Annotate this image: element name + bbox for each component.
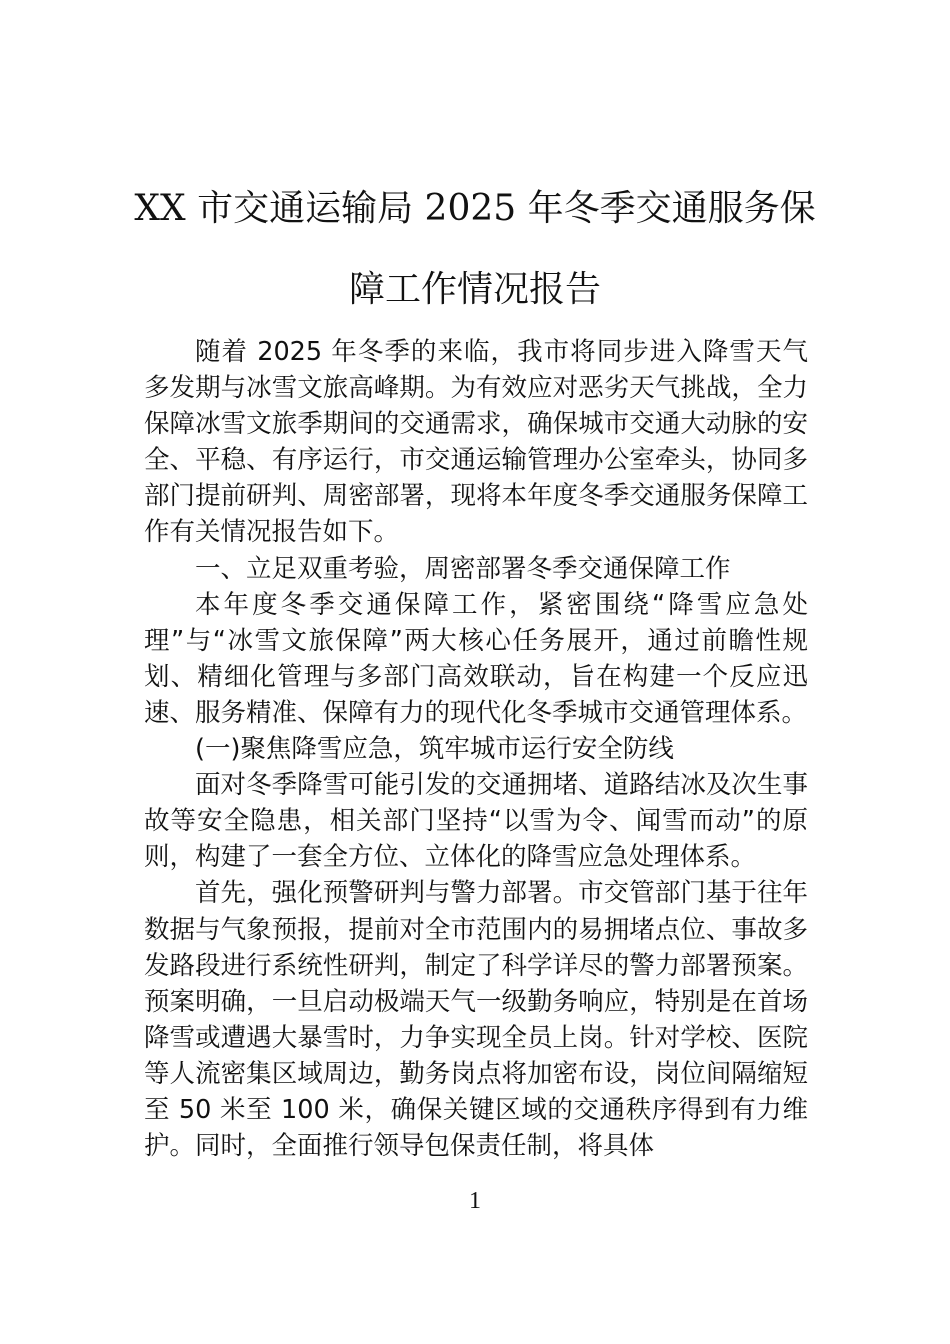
subsection-heading-1: (一)聚焦降雪应急，筑牢城市运行安全防线 <box>195 734 674 765</box>
intro-paragraph: 随着 2025 年冬季的来临，我市将同步进入降雪天气多发期与冰雪文旅高峰期。为有效应对恶劣天气挑战，全力保障冰雪文旅季期间的交通需求，确保城市交通大动脉的安全、平稳、有序运行，市交通运输管理办公室牵头，协同多部门提前研判、周密部署，现将本年度冬季交通服务保障工作有关情况报告如下。 <box>144 337 808 548</box>
subsection-1-paragraph: 面对冬季降雪可能引发的交通拥堵、道路结冰及次生事故等安全隐患，相关部门坚持“以雪为令、闻雪而动”的原则，构建了一套全方位、立体化的降雪应急处理体系。 <box>144 770 808 873</box>
document-body <box>144 334 808 1164</box>
document-title: XX 市交通运输局 2025 年冬季交通服务保障工作情况报告 <box>134 188 816 310</box>
page-number: 1 <box>469 1188 481 1214</box>
section-1-paragraph: 本年度冬季交通保障工作，紧密围绕“降雪应急处理”与“冰雪文旅保障”两大核心任务展开，通过前瞻性规划、精细化管理与多部门高效联动，旨在构建一个反应迅速、服务精准、保障有力的现代化冬季城市交通管理体系。 <box>144 589 808 728</box>
section-heading-1: 一、立足双重考验，周密部署冬季交通保障工作 <box>195 553 731 584</box>
subsection-1-detail-paragraph: 首先，强化预警研判与警力部署。市交管部门基于往年数据与气象预报，提前对全市范围内的易拥堵点位、事故多发路段进行系统性研判，制定了科学详尽的警力部署预案。预案明确，一旦启动极端天气一级勤务响应，特别是在首场降雪或遭遇大暴雪时，力争实现全员上岗。针对学校、医院等人流密集区域周边，勤务岗点将加密布设，岗位间隔缩短至 50 米至 100 米，确保关键区域的交通秩序得到有力维护。同时，全面推行领导包保责任制，将具体 <box>144 878 808 1162</box>
